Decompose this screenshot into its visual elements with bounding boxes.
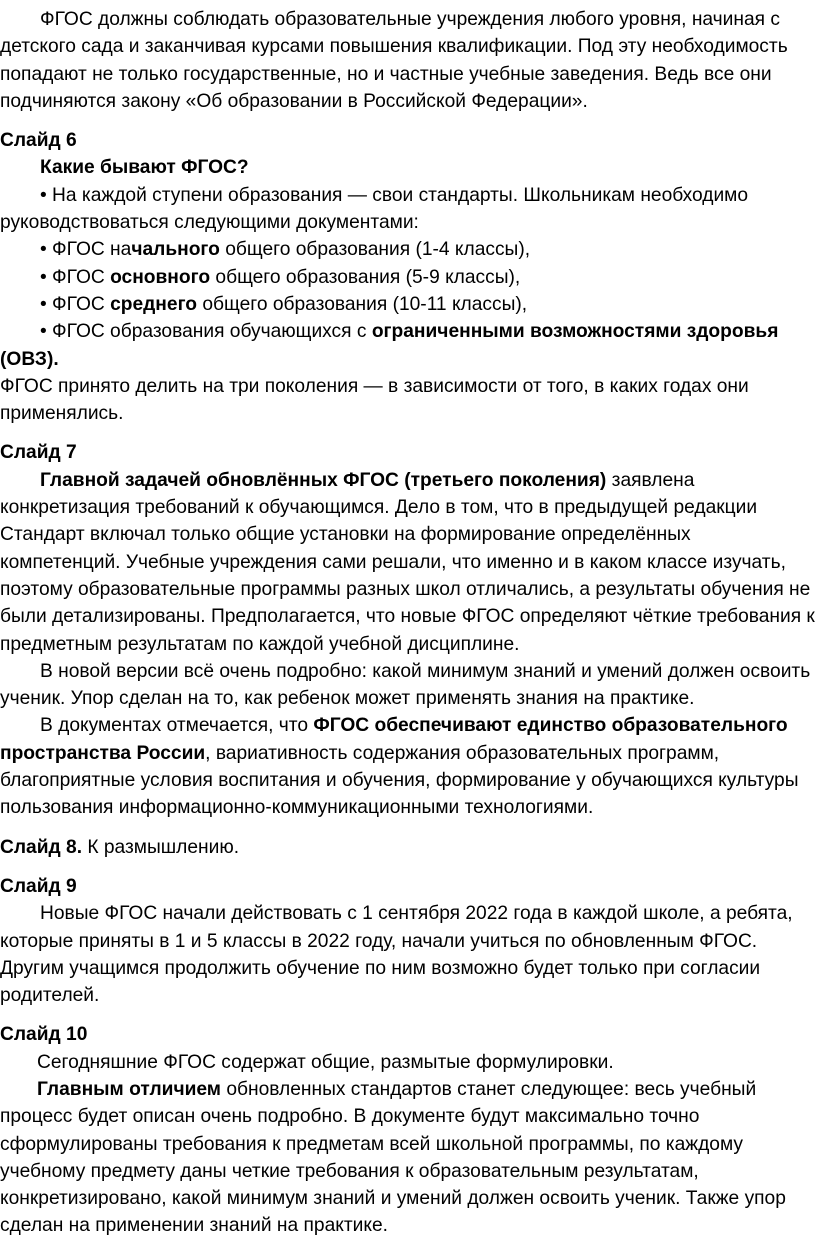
- slide-9-heading: Слайд 9: [0, 875, 77, 897]
- slide-8-line: Слайд 8. К размышлению.: [0, 836, 240, 858]
- slide-6-generations-paragraph: ФГОС принято делить на три поколения — в зависимости от того, в каких годах они применялись.: [0, 375, 749, 425]
- slide-6-paragraph: • На каждой ступени образования — свои стандарты. Школьникам необходимо руководствоваться следующими документами:: [0, 184, 749, 234]
- slide-7-paragraph-3: В документах отмечается, что ФГОС обеспечивают единство образовательного пространства России, вариативность содержания образовательных программ, благоприятные условия воспитания и обучения, формирование у обучающихся культуры пользования информационно-коммуникационными технологиями.: [0, 715, 799, 819]
- bullet-primary: • ФГОС начального общего образования (1-4 классы),: [40, 239, 531, 261]
- slide-10-paragraph-1: Сегодняшние ФГОС содержат общие, размытые формулировки.: [37, 1051, 614, 1073]
- slide-6-subheading: Какие бывают ФГОС?: [40, 157, 249, 179]
- slide-7-paragraph-2: В новой версии всё очень подробно: какой минимум знаний и умений должен освоить ученик. Упор сделан на то, как ребенок может применять знания на практике.: [0, 660, 811, 710]
- bullet-basic: • ФГОС основного общего образования (5-9 классы),: [40, 266, 521, 288]
- bullet-ovz: • ФГОС образования обучающихся с ограниченными возможностями здоровья (ОВЗ).: [0, 321, 779, 370]
- slide-7-heading: Слайд 7: [0, 442, 77, 464]
- slide-10-heading: Слайд 10: [0, 1024, 88, 1046]
- slide-10-paragraph-2: Главным отличием обновленных стандартов станет следующее: весь учебный процесс будет описан очень подробно. В документе будут максимально точно сформулированы требования к предметам всей школьной программы, по каждому учебному предмету даны четкие требования к образовательным результатам, конкретизировано, какой минимум знаний и умений должен освоить ученик. Также упор сделан на применении знаний на практике.: [0, 1078, 786, 1237]
- intro-paragraph: ФГОС должны соблюдать образовательные учреждения любого уровня, начиная с детского сада и заканчивая курсами повышения квалификации. Под эту необходимость попадают не только государственные, но и частные учебные заведения. Ведь все они подчиняются закону «Об образовании в Российской Федерации».: [0, 9, 788, 112]
- slide-7-paragraph-1: Главной задачей обновлённых ФГОС (третьего поколения) заявлена конкретизация требований к обучающимся. Дело в том, что в предыдущей редакции Стандарт включал только общие установки на формирование определённых компетенций. Учебные учреждения сами решали, что именно и в каком классе изучать, поэтому образовательные программы разных школ отличались, а результаты обучения не были детализированы. Предполагается, что новые ФГОС определяют чёткие требования к предметным результатам по каждой учебной дисциплине.: [0, 469, 815, 655]
- bullet-secondary: • ФГОС среднего общего образования (10-11 классы),: [40, 293, 528, 315]
- slide-6-heading: Слайд 6: [0, 130, 77, 152]
- slide-9-paragraph: Новые ФГОС начали действовать с 1 сентября 2022 года в каждой школе, а ребята, которые приняты в 1 и 5 классы в 2022 году, начали учиться по обновленным ФГОС. Другим учащимся продолжить обучение по ним возможно будет только при согласии родителей.: [0, 903, 793, 1007]
